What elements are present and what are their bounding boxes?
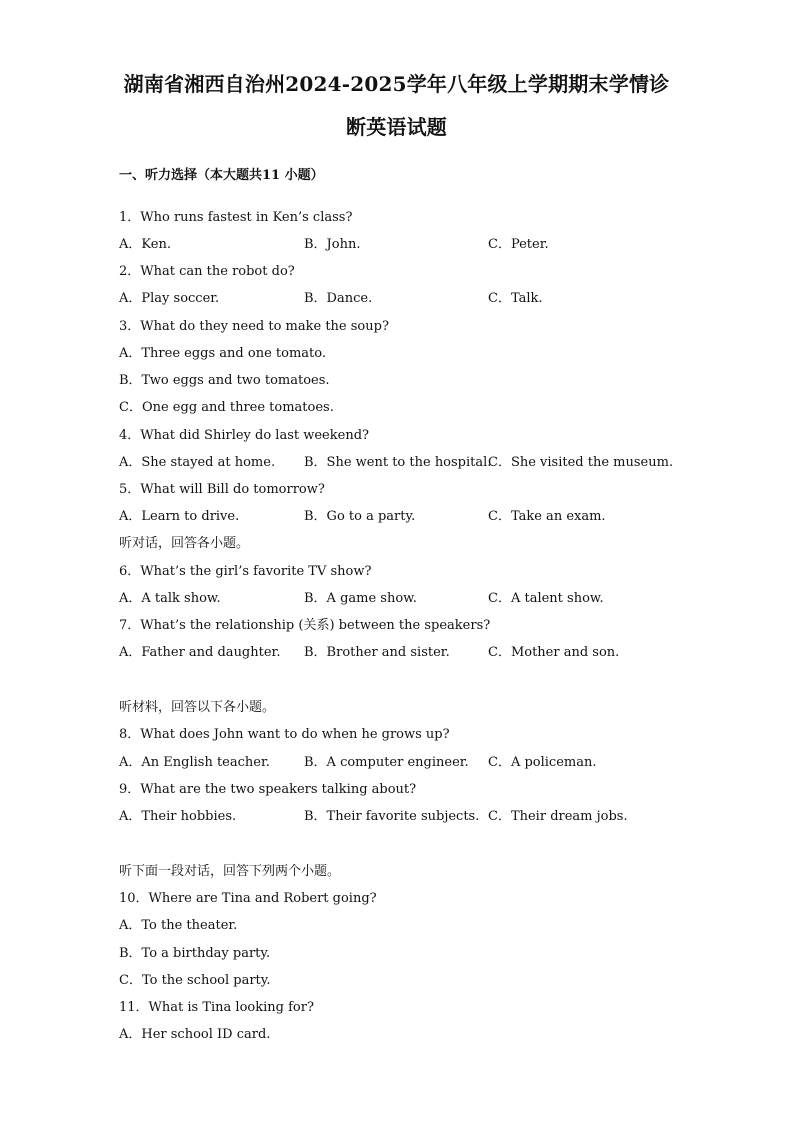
q6-option-b: B．A game show. [304, 591, 417, 606]
q8-option-c: C．A policeman. [488, 755, 597, 770]
q6-option-c: C．A talent show. [488, 591, 604, 606]
question-7: 7．What’s the relationship (关系) between the speakers? [119, 618, 491, 633]
instruction-dialogue-1: 听对话，回答各小题。 [119, 536, 250, 551]
question-10: 10．Where are Tina and Robert going? [119, 891, 377, 906]
q6-option-a: A．A talk show. [119, 591, 221, 606]
q3-option-b: B．Two eggs and two tomatoes. [119, 373, 330, 388]
q7-option-a: A．Father and daughter. [119, 645, 281, 660]
q2-option-c: C．Talk. [488, 291, 543, 306]
q3-option-c: C．One egg and three tomatoes. [119, 400, 334, 415]
q5-option-a: A．Learn to drive. [119, 509, 240, 524]
q7-option-b: B．Brother and sister. [304, 645, 450, 660]
question-6: 6．What’s the girl’s favorite TV show? [119, 564, 372, 579]
q7-option-c: C．Mother and son. [488, 645, 620, 660]
question-4: 4．What did Shirley do last weekend? [119, 428, 369, 443]
q2-option-b: B．Dance. [304, 291, 373, 306]
section-heading-listening: 一、听力选择（本大题共11 小题） [119, 168, 324, 183]
q1-option-a: A．Ken. [119, 237, 171, 252]
q5-option-b: B．Go to a party. [304, 509, 416, 524]
exam-title-line1: 湖南省湘西自治州2024-2025学年八年级上学期期末学情诊 [123, 72, 670, 96]
q1-option-b: B．John. [304, 237, 361, 252]
question-3: 3．What do they need to make the soup? [119, 319, 389, 334]
q9-option-c: C．Their dream jobs. [488, 809, 628, 824]
exam-title-line2: 断英语试题 [346, 115, 447, 139]
question-9: 9．What are the two speakers talking about? [119, 782, 417, 797]
q4-option-c: C．She visited the museum. [488, 455, 674, 470]
q10-option-c: C．To the school party. [119, 973, 271, 988]
q4-option-a: A．She stayed at home. [119, 455, 276, 470]
q5-option-c: C．Take an exam. [488, 509, 606, 524]
q8-option-a: A．An English teacher. [119, 755, 270, 770]
q10-option-a: A．To the theater. [119, 918, 238, 933]
instruction-dialogue-2: 听下面一段对话，回答下列两个小题。 [119, 864, 341, 879]
instruction-material: 听材料，回答以下各小题。 [119, 700, 276, 715]
q3-option-a: A．Three eggs and one tomato. [119, 346, 326, 361]
q4-option-b: B．She went to the hospital. [304, 455, 492, 470]
q2-option-a: A．Play soccer. [119, 291, 220, 306]
question-11: 11．What is Tina looking for? [119, 1000, 314, 1015]
q8-option-b: B．A computer engineer. [304, 755, 469, 770]
q9-option-b: B．Their favorite subjects. [304, 809, 480, 824]
q10-option-b: B．To a birthday party. [119, 946, 271, 961]
q1-option-c: C．Peter. [488, 237, 549, 252]
question-8: 8．What does John want to do when he grows up? [119, 727, 450, 742]
q11-option-a: A．Her school ID card. [119, 1027, 271, 1042]
question-5: 5．What will Bill do tomorrow? [119, 482, 325, 497]
q9-option-a: A．Their hobbies. [119, 809, 237, 824]
question-1: 1．Who runs fastest in Ken’s class? [119, 210, 353, 225]
question-2: 2．What can the robot do? [119, 264, 295, 279]
